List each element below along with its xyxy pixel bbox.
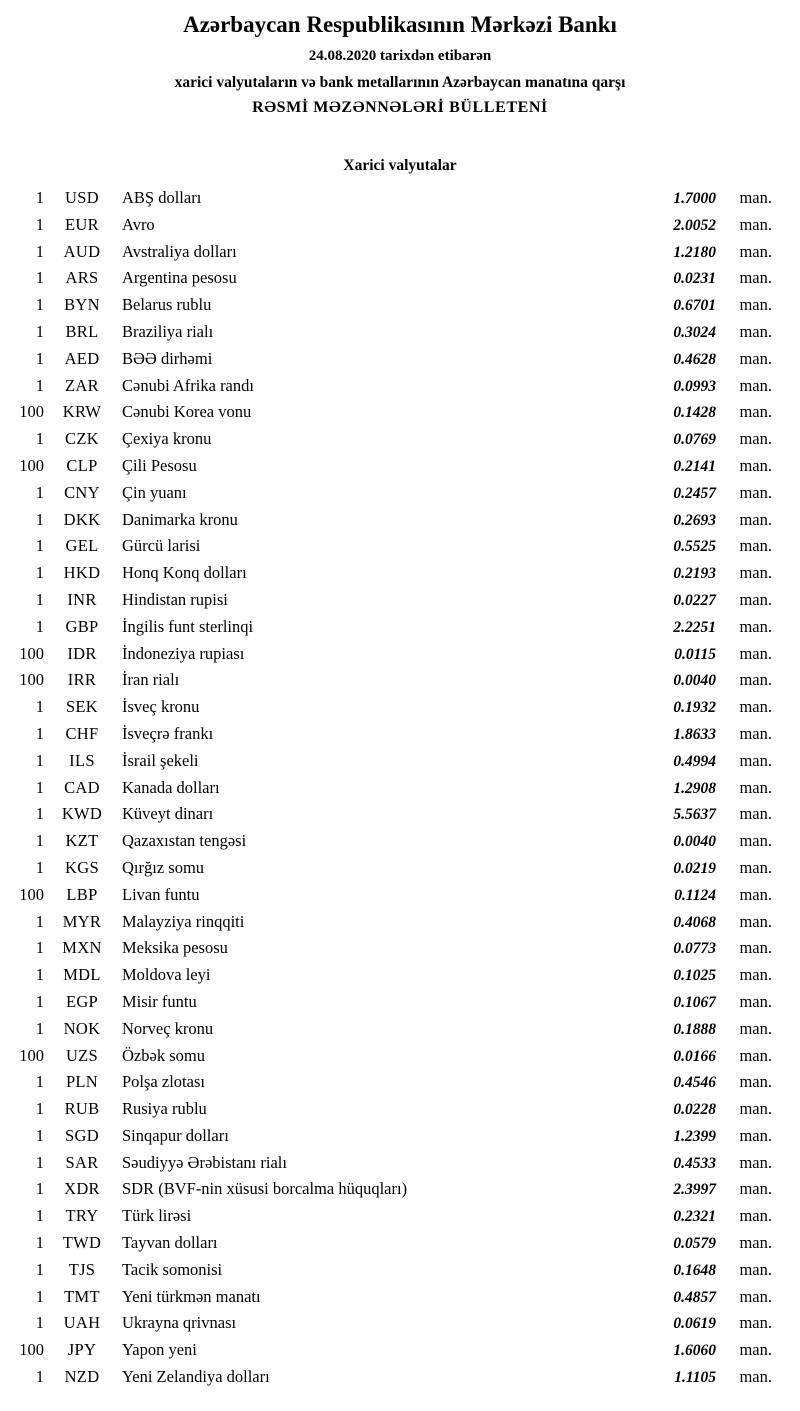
name-cell: Livan funtu [122, 884, 200, 904]
name-cell: Tayvan dolları [122, 1233, 218, 1253]
qty-cell: 100 [19, 1045, 44, 1065]
qty-cell: 100 [19, 402, 44, 422]
qty-cell: 1 [35, 831, 44, 851]
code-cell: KWD [61, 804, 103, 824]
unit-cell: man. [739, 1152, 772, 1172]
code-cell: TWD [62, 1233, 102, 1253]
unit-cell: man. [739, 750, 772, 770]
rate-row [8, 1043, 772, 1070]
rate-row [8, 962, 772, 989]
unit-cell: man. [739, 1072, 772, 1092]
qty-cell: 1 [35, 429, 44, 449]
rate-cell: 0.0993 [673, 377, 716, 395]
unit-cell: man. [739, 1045, 772, 1065]
bulletin-subtitle: xarici valyutaların və bank metallarının Azərbaycan manatına qarşı [174, 74, 626, 91]
unit-cell: man. [739, 831, 772, 851]
name-cell: Misir funtu [122, 991, 197, 1011]
name-cell: Kanada dolları [122, 777, 220, 797]
name-cell: Gürcü larisi [122, 536, 201, 556]
rate-cell: 0.3024 [673, 323, 716, 341]
qty-cell: 1 [35, 965, 44, 985]
code-cell: TJS [68, 1259, 96, 1279]
rate-row [8, 882, 772, 909]
unit-cell: man. [739, 616, 772, 636]
name-cell: Yeni türkmən manatı [122, 1286, 261, 1306]
unit-cell: man. [739, 1179, 772, 1199]
rate-cell: 0.0040 [673, 672, 716, 690]
qty-cell: 1 [35, 214, 44, 234]
qty-cell: 100 [19, 1340, 44, 1360]
rate-row [8, 1257, 772, 1284]
rate-cell: 0.2141 [673, 457, 716, 475]
name-cell: İran rialı [122, 670, 180, 690]
rate-row [8, 721, 772, 748]
code-cell: EGP [65, 991, 99, 1011]
code-cell: UZS [65, 1045, 99, 1065]
code-cell: DKK [63, 509, 101, 529]
unit-cell: man. [739, 857, 772, 877]
rate-row [8, 828, 772, 855]
name-cell: Cənubi Afrika randı [122, 375, 254, 395]
effective-date-line: 24.08.2020 tarixdən etibarən [308, 48, 492, 64]
rate-cell: 1.2399 [673, 1127, 716, 1145]
qty-cell: 1 [35, 616, 44, 636]
name-cell: Türk lirəsi [122, 1206, 192, 1226]
name-cell: Küveyt dinarı [122, 804, 214, 824]
rate-row [8, 1069, 772, 1096]
rate-row [8, 1123, 772, 1150]
rate-cell: 1.6060 [673, 1342, 716, 1360]
rate-row [8, 480, 772, 507]
rate-cell: 0.0769 [673, 431, 716, 449]
unit-cell: man. [739, 214, 772, 234]
name-cell: Sinqapur dolları [122, 1125, 229, 1145]
qty-cell: 1 [35, 482, 44, 502]
rate-row [8, 399, 772, 426]
qty-cell: 1 [35, 1018, 44, 1038]
unit-cell: man. [739, 589, 772, 609]
rate-row [8, 560, 772, 587]
rate-cell: 0.0773 [673, 940, 716, 958]
qty-cell: 1 [35, 857, 44, 877]
qty-cell: 1 [35, 241, 44, 261]
qty-cell: 1 [35, 1259, 44, 1279]
qty-cell: 1 [35, 991, 44, 1011]
unit-cell: man. [739, 938, 772, 958]
rate-cell: 2.3997 [673, 1181, 716, 1199]
bank-name-title: Azərbaycan Respublikasının Mərkəzi Bankı [183, 12, 617, 37]
qty-cell: 1 [35, 589, 44, 609]
code-cell: ILS [69, 750, 95, 770]
rate-row [8, 373, 772, 400]
rate-row [8, 1096, 772, 1123]
name-cell: SDR (BVF-nin xüsusi borcalma hüquqları) [122, 1179, 408, 1199]
rate-row [8, 1310, 772, 1337]
section-title-foreign-currencies: Xarici valyutalar [343, 157, 457, 174]
code-cell: MDL [63, 965, 101, 985]
code-cell: INR [67, 589, 97, 609]
code-cell: CNY [64, 482, 100, 502]
rate-row [8, 1337, 772, 1364]
unit-cell: man. [739, 1125, 772, 1145]
unit-cell: man. [739, 536, 772, 556]
code-cell: KRW [62, 402, 102, 422]
rate-row [8, 694, 772, 721]
name-cell: Özbək somu [122, 1045, 205, 1065]
name-cell: İsrail şekeli [122, 750, 199, 770]
rate-cell: 1.1105 [674, 1369, 716, 1387]
code-cell: KGS [65, 857, 99, 877]
rate-cell: 0.4068 [673, 913, 716, 931]
rate-cell: 0.0579 [673, 1235, 716, 1253]
rate-cell: 0.4546 [673, 1074, 716, 1092]
unit-cell: man. [739, 241, 772, 261]
rate-row [8, 801, 772, 828]
rate-cell: 0.1124 [674, 886, 716, 904]
qty-cell: 1 [35, 295, 44, 315]
unit-cell: man. [739, 777, 772, 797]
unit-cell: man. [739, 1206, 772, 1226]
unit-cell: man. [739, 188, 772, 207]
rate-cell: 0.0115 [674, 645, 716, 663]
qty-cell: 1 [35, 188, 44, 207]
name-cell: Ukrayna qrivnası [122, 1313, 237, 1333]
unit-cell: man. [739, 295, 772, 315]
unit-cell: man. [739, 697, 772, 717]
rate-cell: 1.8633 [673, 725, 716, 743]
name-cell: Səudiyyə Ərəbistanı rialı [122, 1152, 287, 1172]
qty-cell: 1 [35, 777, 44, 797]
rate-cell: 0.0040 [673, 833, 716, 851]
rate-cell: 0.1067 [673, 993, 716, 1011]
unit-cell: man. [739, 1286, 772, 1306]
unit-cell: man. [739, 563, 772, 583]
unit-cell: man. [739, 1313, 772, 1333]
unit-cell: man. [739, 911, 772, 931]
rate-row [8, 1150, 772, 1177]
qty-cell: 1 [35, 750, 44, 770]
qty-cell: 1 [35, 536, 44, 556]
rate-cell: 0.4857 [673, 1288, 716, 1306]
unit-cell: man. [739, 268, 772, 288]
rate-row [8, 533, 772, 560]
qty-cell: 1 [35, 1313, 44, 1333]
unit-cell: man. [739, 429, 772, 449]
name-cell: Hindistan rupisi [122, 589, 228, 609]
rate-row [8, 775, 772, 802]
rate-row [8, 239, 772, 266]
code-cell: MYR [62, 911, 102, 931]
name-cell: Danimarka kronu [122, 509, 238, 529]
qty-cell: 100 [19, 455, 44, 475]
unit-cell: man. [739, 884, 772, 904]
rate-cell: 2.0052 [673, 216, 716, 234]
name-cell: Rusiya rublu [122, 1099, 207, 1119]
name-cell: Yapon yeni [122, 1340, 197, 1360]
rate-row [8, 909, 772, 936]
name-cell: Yeni Zelandiya dolları [122, 1367, 270, 1387]
name-cell: Polşa zlotası [122, 1072, 205, 1092]
rate-row [8, 453, 772, 480]
name-cell: İndoneziya rupiası [122, 643, 245, 663]
name-cell: Avro [122, 214, 155, 234]
rate-cell: 0.1428 [673, 404, 716, 422]
name-cell: Belarus rublu [122, 295, 212, 315]
rate-cell: 0.2193 [673, 565, 716, 583]
rate-cell: 0.1888 [673, 1020, 716, 1038]
code-cell: ARS [65, 268, 99, 288]
unit-cell: man. [739, 509, 772, 529]
name-cell: Tacik somonisi [122, 1259, 223, 1279]
qty-cell: 1 [35, 1233, 44, 1253]
code-cell: BRL [65, 321, 99, 341]
qty-cell: 1 [35, 938, 44, 958]
unit-cell: man. [739, 402, 772, 422]
rate-row [8, 587, 772, 614]
rate-cell: 0.0166 [673, 1047, 716, 1065]
rate-row [8, 507, 772, 534]
rate-row [8, 212, 772, 239]
code-cell: XDR [64, 1179, 100, 1199]
code-cell: GEL [65, 536, 99, 556]
qty-cell: 1 [35, 1072, 44, 1092]
rate-row [8, 667, 772, 694]
rate-row [8, 346, 772, 373]
code-cell: IDR [67, 643, 97, 663]
rate-row [8, 614, 772, 641]
code-cell: RUB [64, 1099, 100, 1119]
rate-row [8, 641, 772, 668]
name-cell: Çili Pesosu [122, 455, 197, 475]
name-cell: Honq Konq dolları [122, 563, 247, 583]
unit-cell: man. [739, 375, 772, 395]
rate-cell: 0.1025 [673, 967, 716, 985]
unit-cell: man. [739, 1018, 772, 1038]
name-cell: Cənubi Korea vonu [122, 402, 252, 422]
code-cell: NOK [63, 1018, 101, 1038]
qty-cell: 100 [19, 884, 44, 904]
rate-row [8, 185, 772, 212]
code-cell: CHF [65, 723, 99, 743]
rate-cell: 0.2693 [673, 511, 716, 529]
unit-cell: man. [739, 965, 772, 985]
code-cell: JPY [67, 1340, 97, 1360]
rate-row [8, 1203, 772, 1230]
unit-cell: man. [739, 455, 772, 475]
name-cell: Qazaxıstan tengəsi [122, 831, 247, 851]
unit-cell: man. [739, 804, 772, 824]
code-cell: GBP [65, 616, 99, 636]
rate-cell: 5.5637 [673, 806, 716, 824]
rate-cell: 0.4628 [673, 350, 716, 368]
bulletin-header [0, 12, 800, 117]
code-cell: ZAR [65, 375, 99, 395]
rate-row [8, 1364, 772, 1391]
qty-cell: 1 [35, 911, 44, 931]
unit-cell: man. [739, 482, 772, 502]
code-cell: TRY [65, 1206, 99, 1226]
qty-cell: 1 [35, 1367, 44, 1387]
name-cell: Braziliya rialı [122, 321, 214, 341]
code-cell: KZT [65, 831, 99, 851]
name-cell: Çexiya kronu [122, 429, 212, 449]
name-cell: Malayziya rinqqiti [122, 911, 245, 931]
qty-cell: 1 [35, 804, 44, 824]
rate-row [8, 935, 772, 962]
qty-cell: 1 [35, 375, 44, 395]
code-cell: BYN [64, 295, 100, 315]
name-cell: Qırğız somu [122, 857, 205, 877]
rate-row [8, 855, 772, 882]
code-cell: AED [64, 348, 100, 368]
qty-cell: 1 [35, 1099, 44, 1119]
code-cell: LBP [66, 884, 98, 904]
code-cell: CLP [66, 455, 98, 475]
qty-cell: 1 [35, 1179, 44, 1199]
code-cell: EUR [65, 214, 99, 234]
rate-cell: 0.6701 [673, 297, 716, 315]
qty-cell: 1 [35, 723, 44, 743]
unit-cell: man. [739, 348, 772, 368]
code-cell: IRR [67, 670, 97, 690]
name-cell: BƏƏ dirhəmi [122, 348, 213, 368]
code-cell: NZD [64, 1367, 100, 1387]
unit-cell: man. [739, 643, 772, 663]
unit-cell: man. [739, 321, 772, 341]
unit-cell: man. [739, 1233, 772, 1253]
name-cell: İsveçrə frankı [122, 723, 214, 743]
unit-cell: man. [739, 1099, 772, 1119]
qty-cell: 1 [35, 1286, 44, 1306]
rate-cell: 1.7000 [673, 190, 716, 207]
rate-row [8, 989, 772, 1016]
qty-cell: 1 [35, 321, 44, 341]
rate-cell: 1.2908 [673, 779, 716, 797]
name-cell: Çin yuanı [122, 482, 187, 502]
code-cell: CAD [64, 777, 100, 797]
rate-row [8, 292, 772, 319]
rate-cell: 0.2457 [673, 484, 716, 502]
name-cell: Moldova leyi [122, 965, 211, 985]
code-cell: USD [65, 188, 99, 207]
code-cell: TMT [64, 1286, 100, 1306]
name-cell: İsveç kronu [122, 697, 200, 717]
name-cell: Meksika pesosu [122, 938, 228, 958]
code-cell: SEK [65, 697, 99, 717]
rate-row [8, 748, 772, 775]
unit-cell: man. [739, 723, 772, 743]
code-cell: UAH [63, 1313, 101, 1333]
rate-row [8, 265, 772, 292]
rate-cell: 0.0219 [673, 859, 716, 877]
name-cell: Argentina pesosu [122, 268, 237, 288]
unit-cell: man. [739, 1340, 772, 1360]
code-cell: HKD [63, 563, 101, 583]
bulletin-title: RƏSMİ MƏZƏNNƏLƏRİ BÜLLETENİ [252, 99, 548, 116]
code-cell: CZK [65, 429, 99, 449]
unit-cell: man. [739, 991, 772, 1011]
rate-cell: 0.1932 [673, 699, 716, 717]
rate-row [8, 1176, 772, 1203]
qty-cell: 1 [35, 1206, 44, 1226]
unit-cell: man. [739, 1259, 772, 1279]
code-cell: SGD [65, 1125, 99, 1145]
code-cell: SAR [65, 1152, 99, 1172]
qty-cell: 1 [35, 348, 44, 368]
rate-row [8, 1230, 772, 1257]
name-cell: Norveç kronu [122, 1018, 214, 1038]
qty-cell: 1 [35, 268, 44, 288]
rate-cell: 0.4533 [673, 1154, 716, 1172]
rate-cell: 0.5525 [673, 538, 716, 556]
name-cell: İngilis funt sterlinqi [122, 616, 254, 636]
rate-row [8, 1284, 772, 1311]
unit-cell: man. [739, 1367, 772, 1387]
qty-cell: 1 [35, 1152, 44, 1172]
rate-row [8, 1016, 772, 1043]
rate-cell: 0.0619 [673, 1315, 716, 1333]
rate-cell: 0.0227 [673, 591, 716, 609]
rate-cell: 0.0231 [673, 270, 716, 288]
code-cell: AUD [63, 241, 101, 261]
rate-cell: 0.4994 [673, 752, 716, 770]
rate-cell: 1.2180 [673, 243, 716, 261]
name-cell: Avstraliya dolları [122, 241, 237, 261]
name-cell: ABŞ dolları [122, 188, 202, 207]
qty-cell: 1 [35, 563, 44, 583]
qty-cell: 1 [35, 1125, 44, 1145]
qty-cell: 100 [19, 670, 44, 690]
rate-row [8, 426, 772, 453]
qty-cell: 1 [35, 697, 44, 717]
rate-row [8, 319, 772, 346]
qty-cell: 100 [19, 643, 44, 663]
code-cell: MXN [62, 938, 102, 958]
rate-cell: 2.2251 [673, 618, 716, 636]
unit-cell: man. [739, 670, 772, 690]
rate-cell: 0.2321 [673, 1208, 716, 1226]
qty-cell: 1 [35, 509, 44, 529]
rate-cell: 0.1648 [673, 1261, 716, 1279]
code-cell: PLN [65, 1072, 99, 1092]
rates-table-body [0, 185, 800, 1391]
rate-cell: 0.0228 [673, 1101, 716, 1119]
